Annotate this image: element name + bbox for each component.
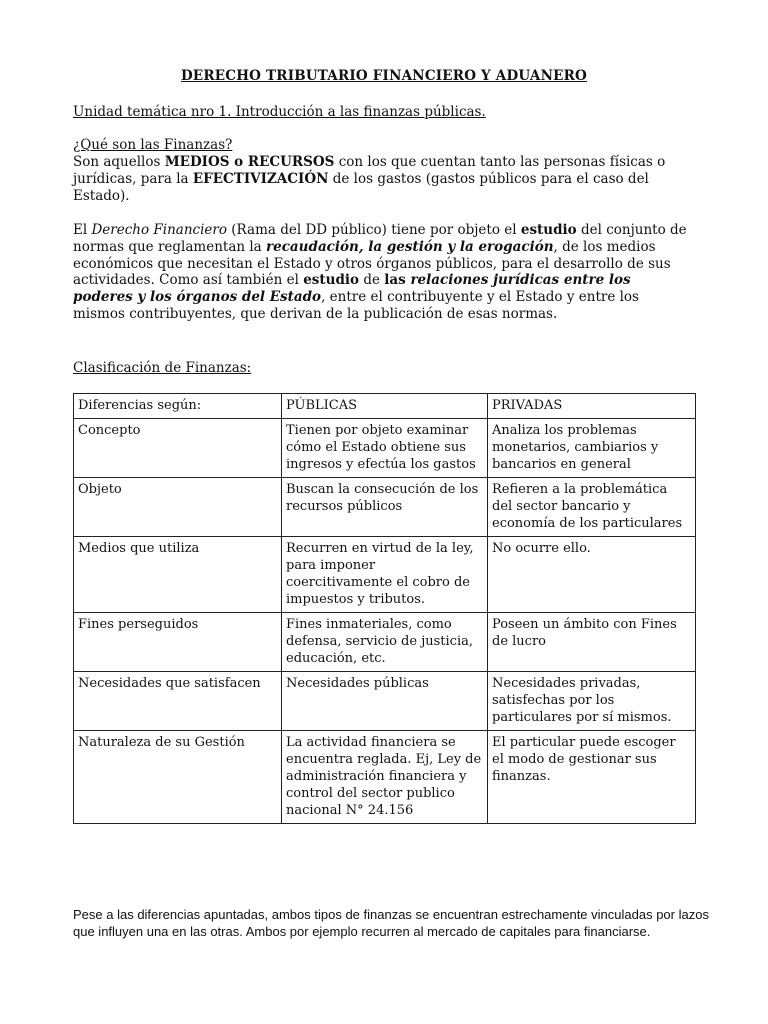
bold-run: MEDIOS o RECURSOS (164, 154, 335, 170)
bold-run: las (384, 272, 411, 289)
text-run: del conjunto de normas que reglamentan la (73, 222, 687, 255)
text-run: Son aquellos (73, 154, 165, 170)
text-run: , entre el contribuyente y el Estado y entre los mismos contribuyentes, que derivan de la publicación de esas normas. (73, 289, 639, 322)
bold-run: estudio (520, 222, 577, 238)
table-row (74, 613, 696, 672)
finance-classification-table (73, 393, 696, 824)
table-row (74, 478, 696, 537)
text-run: (Rama del DD público) tiene por objeto el (226, 222, 521, 238)
table-cell: Refieren a la problemática del sector bancario y economía de los particulares (488, 478, 696, 537)
table-cell: La actividad financiera se encuentra reglada. Ej, Ley de administración financiera y control del sector publico nacional N° 24.156 (282, 731, 488, 824)
table-cell: Buscan la consecución de los recursos públicos (282, 478, 488, 537)
text-run: , de los medios económicos que necesitan el Estado y otros órganos públicos, para el desarrollo de sus actividades. Como así también el (73, 238, 671, 289)
bold-italic-run: relaciones jurídicas entre los poderes y los órganos del Estado (73, 272, 631, 306)
document-title: DERECHO TRIBUTARIO FINANCIERO Y ADUANERO (180, 68, 588, 84)
table-row (74, 672, 696, 731)
table-header-cell: Diferencias según: (74, 394, 282, 419)
table-cell: Necesidades que satisfacen (74, 672, 282, 731)
table-cell: Naturaleza de su Gestión (74, 731, 282, 824)
table-row (74, 419, 696, 478)
classification-heading: Clasificación de Finanzas: (73, 360, 252, 376)
table-cell: Objeto (74, 478, 282, 537)
bold-run: EFECTIVIZACIÓN (192, 170, 329, 187)
text-run: con los que cuentan tanto las personas físicas o jurídicas, para la (73, 154, 666, 187)
table-cell: Analiza los problemas monetarios, cambiarios y bancarios en general (488, 419, 696, 478)
text-run: de los gastos (gastos públicos para el caso del Estado). (73, 170, 649, 204)
table-cell: Medios que utiliza (74, 537, 282, 613)
table-cell: Necesidades públicas (282, 672, 488, 731)
table-cell: Concepto (74, 419, 282, 478)
table-cell: Tienen por objeto examinar cómo el Estado obtiene sus ingresos y efectúa los gastos (282, 419, 488, 478)
finanzas-definition-paragraph (73, 154, 695, 204)
table-cell: Necesidades privadas, satisfechas por los particulares por sí mismos. (488, 672, 696, 731)
unit-heading: Unidad temática nro 1. Introducción a las finanzas públicas. (73, 104, 486, 120)
table-row (74, 731, 696, 824)
table-cell: No ocurre ello. (488, 537, 696, 613)
table-cell: Fines perseguidos (74, 613, 282, 672)
italic-run: Derecho Financiero (91, 222, 227, 238)
bold-italic-run: recaudación, la gestión y la erogación (266, 238, 554, 255)
closing-paragraph: Pese a las diferencias apuntadas, ambos tipos de finanzas se encuentran estrechamente vinculadas por lazos que influyen una en las otras. Ambos por ejemplo recurren al mercado de capitales para financiarse. (73, 907, 709, 939)
table-cell: Poseen un ámbito con Fines de lucro (488, 613, 696, 672)
table-header-cell: PRIVADAS (488, 394, 696, 419)
table-header-row (74, 394, 696, 419)
text-run: El (73, 222, 92, 238)
table-cell: El particular puede escoger el modo de gestionar sus finanzas. (488, 731, 696, 824)
question-heading: ¿Qué son las Finanzas? (73, 137, 233, 153)
table-header-cell: PÚBLICAS (282, 394, 488, 419)
bold-run: estudio (303, 272, 360, 289)
table-cell: Fines inmateriales, como defensa, servicio de justicia, educación, etc. (282, 613, 488, 672)
table-row (74, 537, 696, 613)
text-run: de (359, 272, 385, 289)
derecho-financiero-paragraph (73, 222, 695, 323)
table-cell: Recurren en virtud de la ley, para imponer coercitivamente el cobro de impuestos y tributos. (282, 537, 488, 613)
